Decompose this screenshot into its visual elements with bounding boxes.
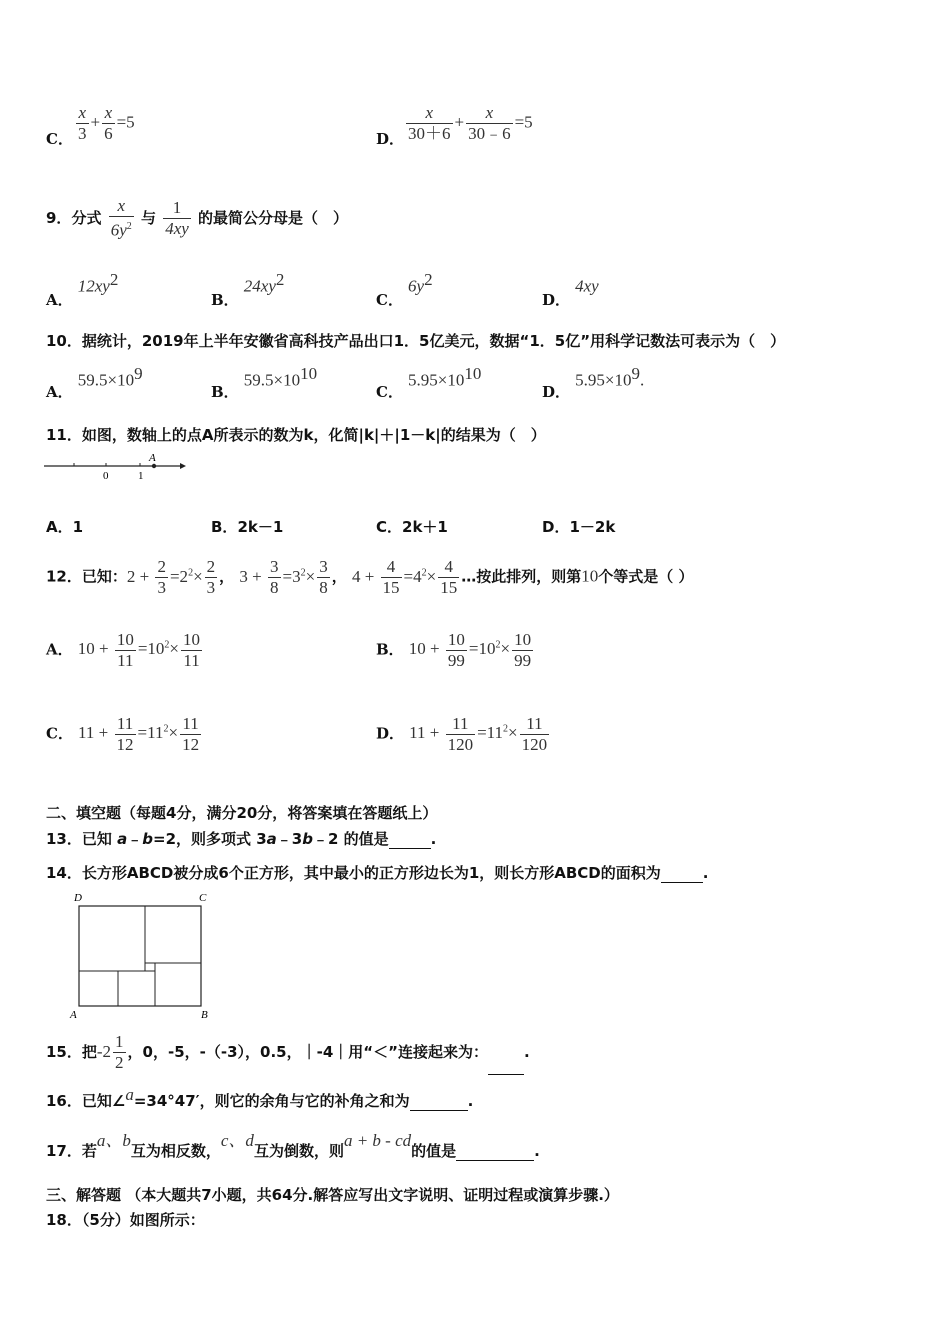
tick-label-zero: 0 xyxy=(103,470,109,482)
q17-answer-blank[interactable] xyxy=(456,1142,534,1161)
tick-label-one: 1 xyxy=(138,470,144,482)
q8-option-d-label: D． xyxy=(376,130,405,148)
q11-option-b[interactable]: B．2k－1 xyxy=(211,518,284,536)
point-a xyxy=(152,464,156,468)
q16-answer-blank[interactable] xyxy=(410,1092,468,1111)
question-11: 11．如图，数轴上的点A所表示的数为k，化简|k|＋|1－k|的结果为（ ） xyxy=(46,426,546,444)
section-2-heading: 二、填空题（每题4分，满分20分，将答案填在答题纸上） xyxy=(46,804,438,822)
vertex-d-label: D xyxy=(74,892,82,904)
q12-equation-2: 3 + $\frac{3}{8}$ $=3^2\times$ $\frac{3}{8}$ xyxy=(239,557,328,598)
q15-answer-blank[interactable] xyxy=(488,1030,524,1075)
rectangle-outline xyxy=(79,906,201,1006)
q11-option-a[interactable]: A．1 xyxy=(46,518,84,536)
number-line-figure xyxy=(44,452,189,484)
q10-option-b[interactable]: B． $59.5\times 10^{10}$ xyxy=(211,364,318,402)
q9-options xyxy=(46,270,746,310)
q12-option-a[interactable]: A． 10 + $\frac{10}{11}$ $=10^2\times$ $\frac{10}{11}$ xyxy=(46,630,201,670)
point-a-label: A xyxy=(149,452,156,464)
question-15: 15．把-2 $\frac{1}{2}$ ，0，-5，-（-3），0.5，｜-4｜用“＜”连接起来为： . xyxy=(46,1030,530,1075)
section-3-heading: 三、解答题 （本大题共7小题，共64分.解答应写出文字说明、证明过程或演算步骤.） xyxy=(46,1186,619,1204)
q8-option-c-label: C． xyxy=(46,130,73,148)
question-12: 12．已知：2 + $\frac{2}{3}$ $=2^2\times$ $\frac{2}{3}$ ， 3 + $\frac{3}{8}$ $=3^2\times$ $\frac{3}{8}$ ， 4 + $\frac{4}{15}$ $=4^2\times$ $\frac{4}{15}$ …按此排列，则第10个等式是（ ） xyxy=(46,557,694,598)
q12-option-c[interactable]: C． 11 + $\frac{11}{12}$ $=11^2\times$ $\frac{11}{12}$ xyxy=(46,714,200,754)
q8-option-d-expression: $\frac{x}{30+6}$ + $\frac{x}{30﹣6}$ =5 xyxy=(408,103,533,143)
q13-answer-blank[interactable] xyxy=(389,830,431,849)
vertex-c-label: C xyxy=(199,892,207,904)
vertex-a-label: A xyxy=(70,1009,77,1021)
q12-equation-1: 2 + $\frac{2}{3}$ $=2^2\times$ $\frac{2}{3}$ xyxy=(126,557,216,598)
vertex-b-label: B xyxy=(201,1009,208,1021)
question-14: 14．长方形ABCD被分成6个正方形，其中最小的正方形边长为1，则长方形ABCD的面积为 . xyxy=(46,864,709,882)
question-10: 10．据统计，2019年上半年安徽省高科技产品出口1．5亿美元，数据“1．5亿”用科学记数法可表示为（ ） xyxy=(46,332,786,350)
rectangle-abcd-figure xyxy=(68,890,218,1022)
question-13: 13．已知 a﹣b=2，则多项式 3a﹣3b﹣2 的值是 . xyxy=(46,830,437,848)
q14-answer-blank[interactable] xyxy=(661,864,703,883)
q10-option-c[interactable]: C． $5.95\times 10^{10}$ xyxy=(376,364,482,402)
q9-option-a[interactable]: A． $12xy^2$ xyxy=(46,270,119,310)
q11-option-c[interactable]: C．2k＋1 xyxy=(376,518,448,536)
question-16: 16．已知∠a=34°47′，则它的余角与它的补角之和为 . xyxy=(46,1085,474,1110)
q10-option-d[interactable]: D． $5.95\times 10^9$. xyxy=(542,364,645,402)
question-17: 17．若a、b互为相反数，c、d互为倒数，则a + b - cd的值是 . xyxy=(46,1131,540,1160)
q9-option-d[interactable]: D． 4xy xyxy=(542,276,599,310)
question-9: 9．分式 $\frac{x}{6y^2}$ 与 $\frac{1}{4xy}$ 的最简公分母是（ ） xyxy=(46,196,349,240)
number-line-arrow xyxy=(180,463,186,469)
q10-options xyxy=(46,364,746,402)
q11-options xyxy=(46,516,746,538)
q12-option-d[interactable]: D． 11 + $\frac{11}{120}$ $=11^2\times$ $\frac{11}{120}$ xyxy=(376,714,548,754)
q12-equation-3: 4 + $\frac{4}{15}$ $=4^2\times$ $\frac{4}{15}$ xyxy=(351,557,458,598)
q9-option-c[interactable]: C． $6y^2$ xyxy=(376,270,433,310)
q10-option-a[interactable]: A． $59.5\times 10^9$ xyxy=(46,364,143,402)
q11-option-d[interactable]: D．1－2k xyxy=(542,518,616,536)
question-18: 18．（5分）如图所示： xyxy=(46,1211,205,1229)
q8-option-c-expression: $\frac{x}{3}$ + $\frac{x}{6}$ =5 xyxy=(78,103,135,143)
q12-option-b[interactable]: B． 10 + $\frac{10}{99}$ $=10^2\times$ $\frac{10}{99}$ xyxy=(376,630,532,670)
q9-option-b[interactable]: B． $24xy^2$ xyxy=(211,270,285,310)
